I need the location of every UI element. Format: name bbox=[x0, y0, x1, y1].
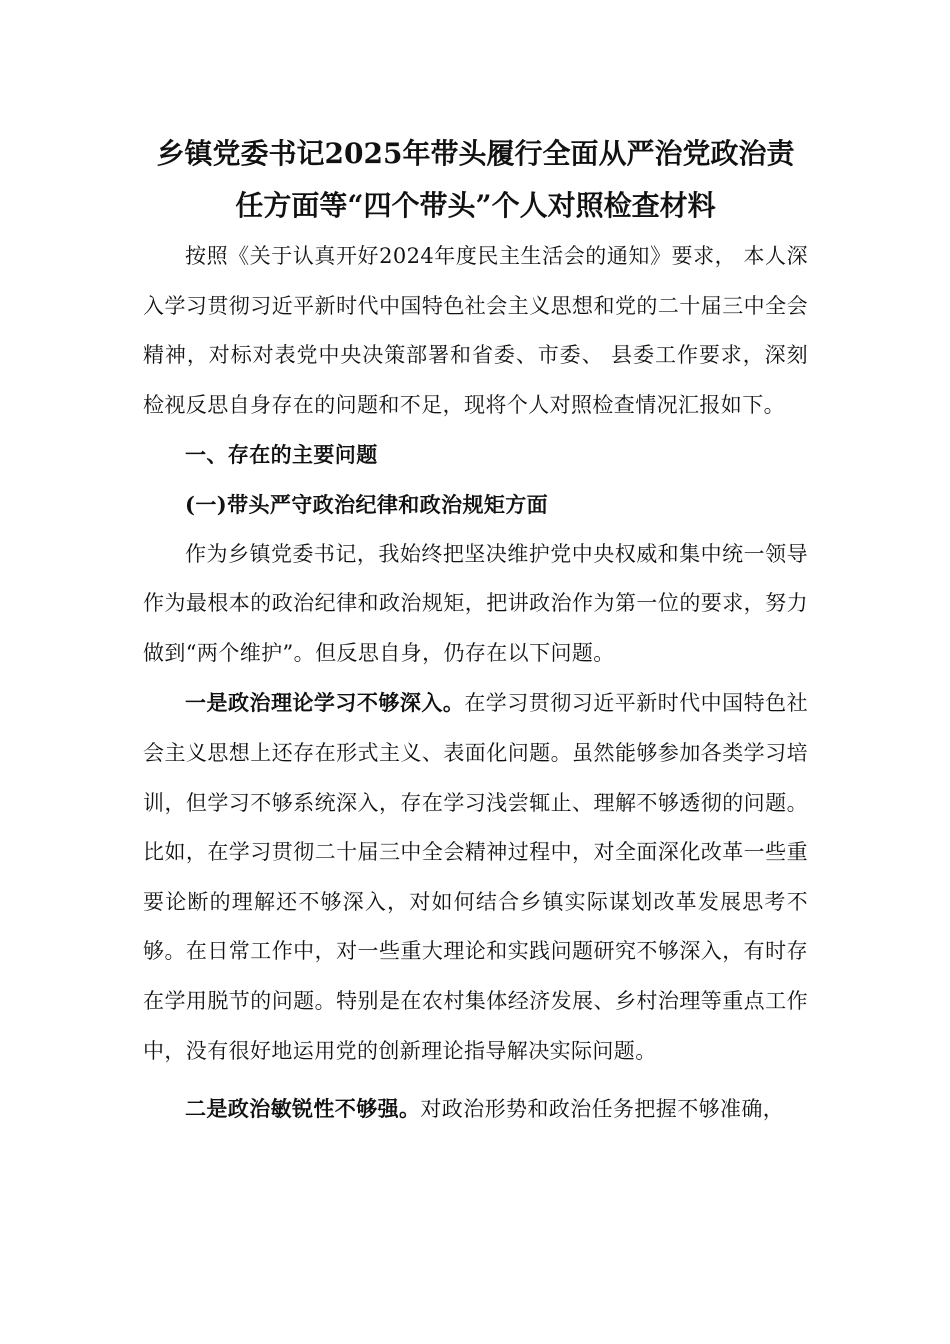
point-lead-1: 一是政治理论学习不够深入。 bbox=[185, 690, 465, 716]
intro-paragraph: 按照《关于认真开好2024年度民主生活会的通知》要求， 本人深入学习贯彻习近平新时代中国特色社会主义思想和党的二十届三中全会精神，对标对表党中央决策部署和省委、市委、 县委工作要求，深刻检视反思自身存在的问题和不足，现将个人对照检查情况汇报如下。 bbox=[143, 244, 808, 417]
document-page bbox=[143, 128, 808, 1135]
section-heading-1: 一、存在的主要问题 bbox=[185, 442, 378, 468]
point-text-2: 对政治形势和政治任务把握不够准确， bbox=[420, 1097, 785, 1122]
point-text-1: 在学习贯彻习近平新时代中国特色社会主义思想上还存在形式主义、表面化问题。虽然能够参加各类学习培训，但学习不够系统深入，存在学习浅尝辄止、理解不够透彻的问题。比如，在学习贯彻二十届三中全会精神过程中，对全面深化改革一些重要论断的理解还不够深入，对如何结合乡镇实际谋划改革发展思考不够。在日常工作中，对一些重大理论和实践问题研究不够深入，有时存在学用脱节的问题。特别是在农村集体经济发展、乡村治理等重点工作中，没有很好地运用党的创新理论指导解决实际问题。 bbox=[143, 691, 808, 1063]
subsection-paragraph-1: 作为乡镇党委书记，我始终把坚决维护党中央权威和集中统一领导作为最根本的政治纪律和政治规矩，把讲政治作为第一位的要求，努力做到“两个维护”。但反思自身，仍存在以下问题。 bbox=[143, 541, 808, 665]
point-paragraph-1 bbox=[143, 678, 808, 1076]
document-title: 乡镇党委书记2025年带头履行全面从严治党政治责任方面等“四个带头”个人对照检查材料 bbox=[156, 137, 795, 222]
subsection-heading-1: (一)带头严守政治纪律和政治规矩方面 bbox=[185, 491, 549, 517]
point-paragraph-2 bbox=[143, 1084, 808, 1135]
point-lead-2: 二是政治敏锐性不够强。 bbox=[185, 1096, 421, 1122]
